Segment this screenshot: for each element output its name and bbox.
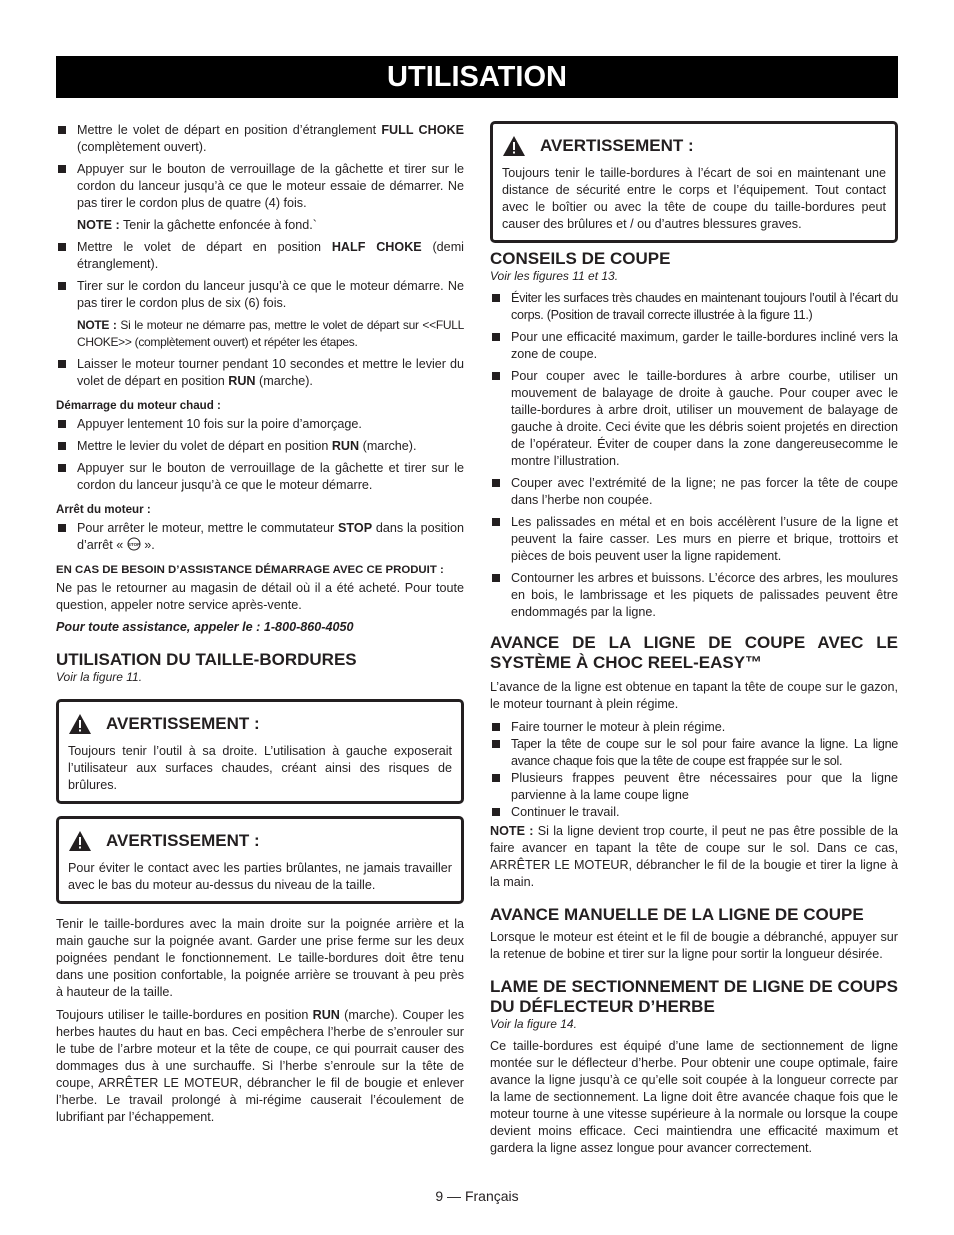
list-item: Mettre le levier du volet de départ en position RUN (marche).	[56, 438, 464, 455]
list-item: Tirer sur le cordon du lanceur jusqu’à ce que le moteur démarre. Ne pas tirer le cordon plus de six (6) fois.	[56, 278, 464, 312]
assist-phone: Pour toute assistance, appeler le : 1-800-860-4050	[56, 620, 354, 634]
list-item: Pour couper avec le taille-bordures à arbre courbe, utiliser un mouvement de balayage de droite à gauche. Pour couper avec le taille-bordures à arbre droit, utiliser un mouvement de balayage de gauche à droite. Ceci évite que les débris soient projetés en direction de l’opérateur. Éviter de couper dans la zone dangereusecomme le montre l’illustration.	[490, 368, 898, 470]
warning-box-left-hand	[56, 699, 464, 804]
list-item: Taper la tête de coupe sur le sol pour faire avance la ligne. La ligne avance chaque fois que la tête de coupe est frappée sur le sol.	[490, 736, 898, 770]
list-item: Mettre le volet de départ en position d’étranglement FULL CHOKE (complètement ouvert).	[56, 122, 464, 156]
list-item: Faire tourner le moteur à plein régime.	[490, 719, 898, 736]
warning-box-distance	[490, 121, 898, 243]
hot-start-heading: Démarrage du moteur chaud :	[56, 399, 221, 412]
list-item: Appuyer lentement 10 fois sur la poire d’amorçage.	[56, 416, 464, 433]
advance-heading: AVANCE DE LA LIGNE DE COUPE AVEC LE SYSTÈME À CHOC REEL-EASY™	[490, 633, 898, 672]
note-choke: NOTE : Si le moteur ne démarre pas, mettre le volet de départ sur <<FULL CHOKE>> (complètement ouvert) et répéter les étapes.	[77, 318, 464, 349]
list-item: Pour arrêter le moteur, mettre le commutateur STOP dans la position d’arrêt « STOP ».	[56, 520, 464, 554]
hot-start-list	[56, 416, 464, 494]
manual-heading: AVANCE MANUELLE DE LA LIGNE DE COUPE	[490, 905, 864, 924]
stop-list	[56, 520, 464, 554]
list-item: Continuer le travail.	[490, 804, 898, 821]
list-item: Appuyer sur le bouton de verrouillage de la gâchette et tirer sur le cordon du lanceur jusqu’à ce que le moteur essaie de démarrer. Ne pas tirer le cordon plus de quatre (4) fois.	[56, 161, 464, 212]
choke-steps-list	[56, 239, 464, 312]
run-step-list	[56, 356, 464, 390]
list-item: Plusieurs frappes peuvent être nécessaires pour que la ligne parvienne à la lame coupe ligne	[490, 770, 898, 804]
right-column	[490, 121, 898, 1163]
list-item: Laisser le moteur tourner pendant 10 secondes et mettre le levier du volet de départ en position RUN (marche).	[56, 356, 464, 390]
list-item: Appuyer sur le bouton de verrouillage de la gâchette et tirer sur le cordon du lanceur jusqu’à ce que le moteur démarre.	[56, 460, 464, 494]
note-trigger: NOTE : Tenir la gâchette enfoncée à fond.`	[77, 218, 317, 232]
left-column	[56, 122, 464, 1132]
use-figure-ref: Voir la figure 11.	[56, 670, 143, 684]
assist-text: Ne pas le retourner au magasin de détail où il a été acheté. Pour toute question, appeler notre service après-vente.	[56, 581, 464, 612]
use-heading: UTILISATION DU TAILLE-BORDURES	[56, 650, 357, 669]
warning-text: Pour éviter le contact avec les parties brûlantes, ne jamais travailler avec le bas du moteur au-dessus du niveau de la taille.	[68, 861, 452, 892]
advance-note: NOTE : Si la ligne devient trop courte, il peut ne pas être possible de la faire avancer en tapant la tête de coupe sur le sol. Dans ce cas, ARRÊTER LE MOTEUR, débrancher le fil de la bougie et tirer la ligne à la main.	[490, 824, 898, 889]
blade-heading: LAME DE SECTIONNEMENT DE LIGNE DE COUPS DU DÉFLECTEUR D’HERBE	[490, 977, 898, 1016]
run-paragraph: Toujours utiliser le taille-bordures en position RUN (marche). Couper les herbes hautes du haut en bas. Ceci empêchera l’herbe de s’enrouler sur le tube de l’arbre moteur et la tête de coupe, ce qui pourrait causer des dommages dus à une surchauffe. Si l’herbe s’enroule sur la tête de coupe, ARRÊTER LE MOTEUR, débrancher le fil de bougie et enlever l’herbe. Le travail prolongé à mi-régime causerait l’écoulement de lubrifiant par l’échappement.	[56, 1008, 464, 1124]
page-number: 9 — Français	[435, 1188, 519, 1204]
warning-triangle-icon	[68, 713, 92, 735]
handling-paragraph: Tenir le taille-bordures avec la main droite sur la poignée arrière et la main gauche sur la poignée avant. Garder une prise ferme sur les deux poignées pendant le fonctionnement. Le taille-bordures doit être tenu dans une position confortable, la poignée arrière se trouvant à peu près à hauteur de la taille.	[56, 917, 464, 999]
warning-triangle-icon	[502, 135, 526, 157]
stop-icon	[127, 537, 141, 551]
blade-text: Ce taille-bordures est équipé d’une lame de sectionnement de ligne montée sur le déflecteur d’herbe. Pour obtenir une coupe optimale, faire avance la ligne jusqu’à ce qu’elle soit coupée à la longueur correcte par la lame de sectionnement. La ligne doit être avancée chaque fois que le moteur tourne à une vitesse supérieure à la normale ou lorsque la coupe devient moins efficace. Ceci maintiendra une efficacité maximum et gardera la ligne assez longue pour avancer correctement.	[490, 1039, 898, 1155]
advance-text: L’avance de la ligne est obtenue en tapant la tête de coupe sur le gazon, le moteur tournant à plein régime.	[490, 680, 898, 711]
page-title: UTILISATION	[56, 56, 898, 98]
warning-title: AVERTISSEMENT :	[106, 831, 260, 850]
stop-icon-label: STOP	[127, 542, 140, 547]
warning-triangle-icon	[68, 830, 92, 852]
warning-box-engine	[56, 816, 464, 904]
tips-heading: CONSEILS DE COUPE	[490, 249, 671, 268]
stop-heading: Arrêt du moteur :	[56, 503, 151, 516]
warning-title: AVERTISSEMENT :	[540, 136, 694, 155]
list-item: Les palissades en métal et en bois accélèrent l’usure de la ligne et peuvent la faire casser. Les murs en pierre et brique, trottoirs et pièces de bois peuvent user la ligne rapidement.	[490, 514, 898, 565]
list-item: Pour une efficacité maximum, garder le taille-bordures incliné vers la zone de coupe.	[490, 329, 898, 363]
warning-text: Toujours tenir l’outil à sa droite. L’utilisation à gauche exposerait l’utilisateur aux surfaces chaudes, créant ainsi des risques de brûlures.	[68, 744, 452, 792]
tips-list	[490, 290, 898, 621]
warning-text: Toujours tenir le taille-bordures à l’écart de soi en maintenant une distance de sécurité entre le corps et l’équipement. Tout contact avec le boîtier ou avec la tête de coupe du taille-bordures peut causer des brûlures et / ou d’autres blessures graves.	[502, 166, 886, 231]
list-item: Couper avec l’extrémité de la ligne; ne pas forcer la tête de coupe dans l’herbe non coupée.	[490, 475, 898, 509]
list-item: Mettre le volet de départ en position HALF CHOKE (demi étranglement).	[56, 239, 464, 273]
list-item: Contourner les arbres et buissons. L’écorce des arbres, les moulures en bois, le lambrissage et les piquets de palissades peuvent être endommagés par la ligne.	[490, 570, 898, 621]
start-steps-list	[56, 122, 464, 212]
warning-title: AVERTISSEMENT :	[106, 714, 260, 733]
blade-figure-ref: Voir la figure 14.	[490, 1017, 577, 1031]
list-item: Éviter les surfaces très chaudes en maintenant toujours l’outil à l’écart du corps. (Position de travail correcte illustrée à la figure 11.)	[490, 290, 898, 324]
advance-list	[490, 719, 898, 821]
assist-heading: EN CAS DE BESOIN D’ASSISTANCE DÉMARRAGE AVEC CE PRODUIT :	[56, 564, 444, 576]
tips-figure-ref: Voir les figures 11 et 13.	[490, 269, 619, 283]
manual-text: Lorsque le moteur est éteint et le fil de bougie a débranché, appuyer sur la retenue de bobine et tirer sur la ligne pour sortir la longueur désirée.	[490, 930, 898, 961]
